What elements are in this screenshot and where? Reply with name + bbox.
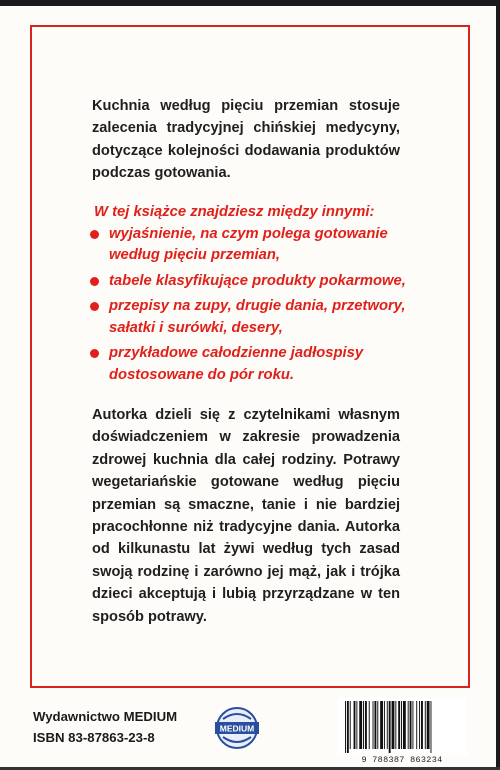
intro-paragraph: Kuchnia według pięciu przemian stosuje zalecenia tradycyjnej chińskiej medycyny, dotyczące kolejności dodawania produktów podczas gotowania. xyxy=(92,98,400,182)
barcode-bar xyxy=(373,701,374,749)
bullet-list xyxy=(88,224,418,387)
list-item xyxy=(88,224,418,267)
barcode-bar xyxy=(363,701,364,749)
barcode-bar xyxy=(350,701,351,749)
bullet-icon xyxy=(90,277,99,286)
barcode-bar xyxy=(356,701,357,749)
scan-edge-right xyxy=(496,0,500,770)
barcode-bar xyxy=(427,701,430,749)
barcode-bar xyxy=(345,701,346,753)
barcode-bar xyxy=(408,701,409,749)
list-item-text: przepisy na zupy, drugie dania, przetwory, sałatki i surówki, desery, xyxy=(109,298,406,336)
publisher-info xyxy=(33,706,177,748)
barcode-bar xyxy=(416,701,417,749)
barcode-bar xyxy=(377,701,378,749)
barcode-digits: 9 788387 863234 xyxy=(361,755,443,765)
barcode-bar xyxy=(398,701,400,749)
barcode-bar xyxy=(403,701,406,749)
author-paragraph: Autorka dzieli się z czytelnikami własnym doświadczeniem w zakresie prowadzenia zdrowej kuchnia dla całej rodziny. Potrawy wegetariańskie gotowane według pięciu przemian są smaczne, tanie i nie bardziej pracochłonne niż tradycyjne dania. Autorka od kilkunastu lat żywi według tych zasad swoją rodzinę i zarówno jej mąż, jak i trójka dzieci akceptują i lubią przyrządzane w ten sposób potrawy. xyxy=(92,407,400,625)
barcode-icon xyxy=(337,697,467,755)
list-item xyxy=(88,271,418,293)
publisher-logo-icon xyxy=(212,703,262,753)
barcode-bar xyxy=(354,701,356,749)
barcode-bar xyxy=(359,701,362,749)
barcode-bar xyxy=(412,701,413,749)
barcode-bar xyxy=(401,701,402,749)
barcode-bar xyxy=(369,701,370,749)
list-item xyxy=(88,343,418,386)
barcode-bar xyxy=(410,701,412,749)
barcode-bar xyxy=(365,701,367,749)
isbn-number: ISBN 83-87863-23-8 xyxy=(33,730,155,745)
list-item xyxy=(88,296,418,339)
barcode-bar xyxy=(387,701,388,749)
barcode-bar xyxy=(395,701,396,749)
bullet-icon xyxy=(90,302,99,311)
isbn-barcode xyxy=(337,697,467,755)
barcode-bar xyxy=(419,701,420,749)
bullet-icon xyxy=(90,349,99,358)
barcode-bar xyxy=(347,701,349,753)
scan-edge-top xyxy=(0,0,500,6)
barcode-bar xyxy=(380,701,383,749)
barcode-bar xyxy=(392,701,395,749)
list-item-text: tabele klasyfikujące produkty pokarmowe, xyxy=(109,272,406,289)
contents-title: W tej książce znajdziesz między innymi: xyxy=(94,204,375,220)
barcode-bar xyxy=(389,701,391,753)
contents-list xyxy=(88,202,418,390)
barcode-bar xyxy=(421,701,423,749)
list-item-text: przykładowe całodzienne jadłospisy dostosowane do pór roku. xyxy=(109,345,364,383)
barcode-bar xyxy=(425,701,426,749)
barcode-bar xyxy=(431,701,432,753)
barcode-bar xyxy=(374,701,376,749)
publisher-name: Wydawnictwo MEDIUM xyxy=(33,709,178,724)
list-item-text: wyjaśnienie, na czym polega gotowanie według pięciu przemian, xyxy=(109,225,388,263)
logo-text: MEDIUM xyxy=(219,723,255,734)
barcode-bar xyxy=(384,701,385,749)
bullet-icon xyxy=(90,230,99,239)
